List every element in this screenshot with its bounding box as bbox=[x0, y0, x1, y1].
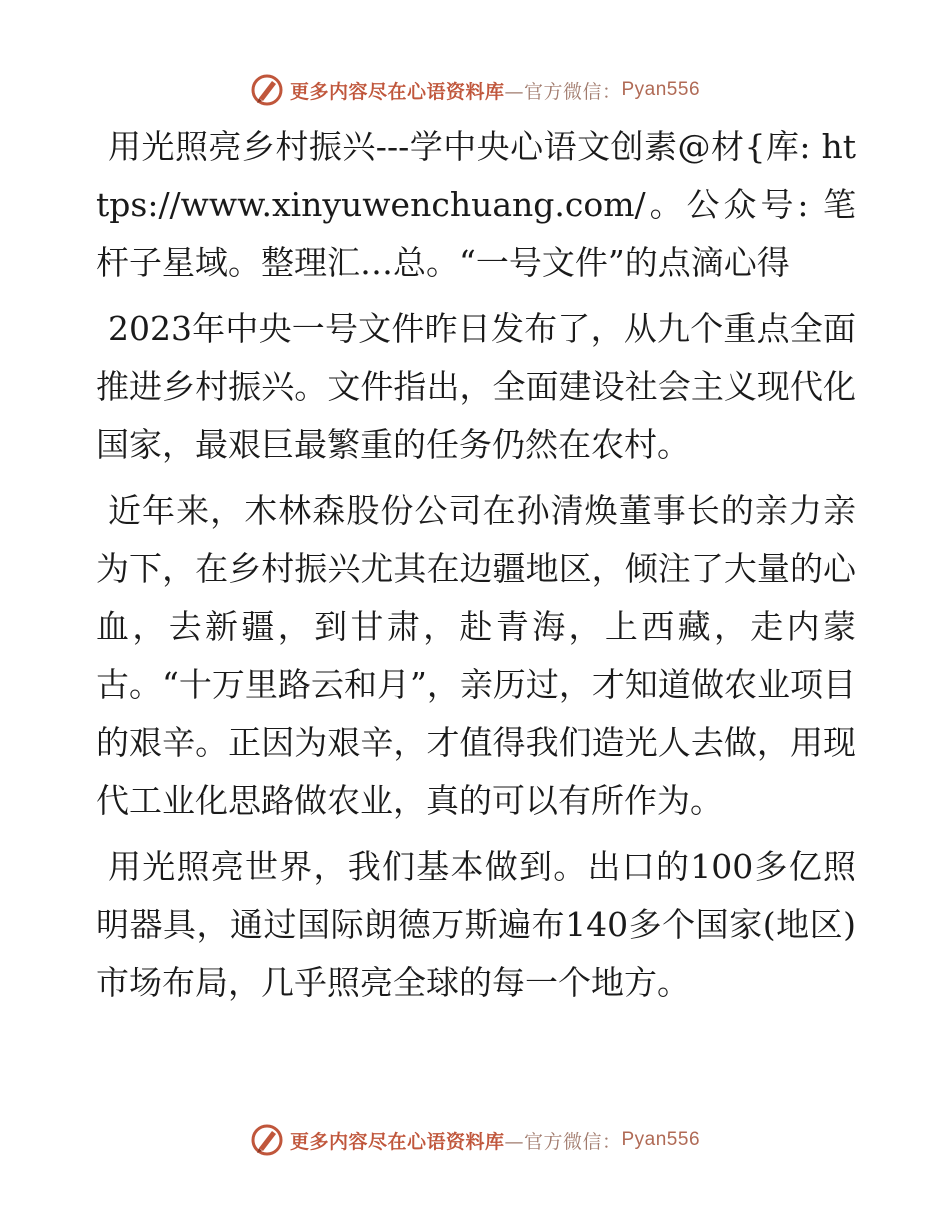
header-banner-wechat-id: Pyan556 bbox=[621, 79, 701, 100]
pen-logo-icon bbox=[250, 1123, 284, 1157]
paragraph-3: 用光照亮世界，我们基本做到。出口的100多亿照明器具，通过国际朗德万斯遍布140多个国家(地区)市场布局，几乎照亮全球的每一个地方。 bbox=[96, 847, 856, 1002]
article-body bbox=[96, 118, 856, 1020]
footer-banner-title: 更多内容尽在心语资料库 bbox=[289, 1130, 505, 1153]
header-banner bbox=[0, 70, 950, 110]
paragraph-title: 用光照亮乡村振兴---学中央心语文创素@材{库: https://www.xinyuwenchuang.com/。公众号: 笔杆子星域。整理汇…总。“一号文件”的点滴心得 bbox=[96, 127, 856, 282]
pen-logo-icon bbox=[250, 73, 284, 107]
footer-banner-wechat-id: Pyan556 bbox=[621, 1129, 701, 1150]
footer-banner-separator: —官方微信： bbox=[504, 1130, 622, 1153]
paragraph-2: 近年来，木林森股份公司在孙清焕董事长的亲力亲为下，在乡村振兴尤其在边疆地区，倾注了大量的心血，去新疆，到甘肃，赴青海，上西藏，走内蒙古。“十万里路云和月”，亲历过，才知道做农业项目的艰辛。正因为艰辛，才值得我们造光人去做，用现代工业化思路做农业，真的可以有所作为。 bbox=[96, 491, 856, 820]
paragraph-1: 2023年中央一号文件昨日发布了，从九个重点全面推进乡村振兴。文件指出，全面建设社会主义现代化国家，最艰巨最繁重的任务仍然在农村。 bbox=[96, 309, 856, 464]
header-banner-separator: —官方微信： bbox=[504, 80, 622, 103]
header-banner-title: 更多内容尽在心语资料库 bbox=[289, 80, 505, 103]
footer-banner bbox=[0, 1120, 950, 1160]
